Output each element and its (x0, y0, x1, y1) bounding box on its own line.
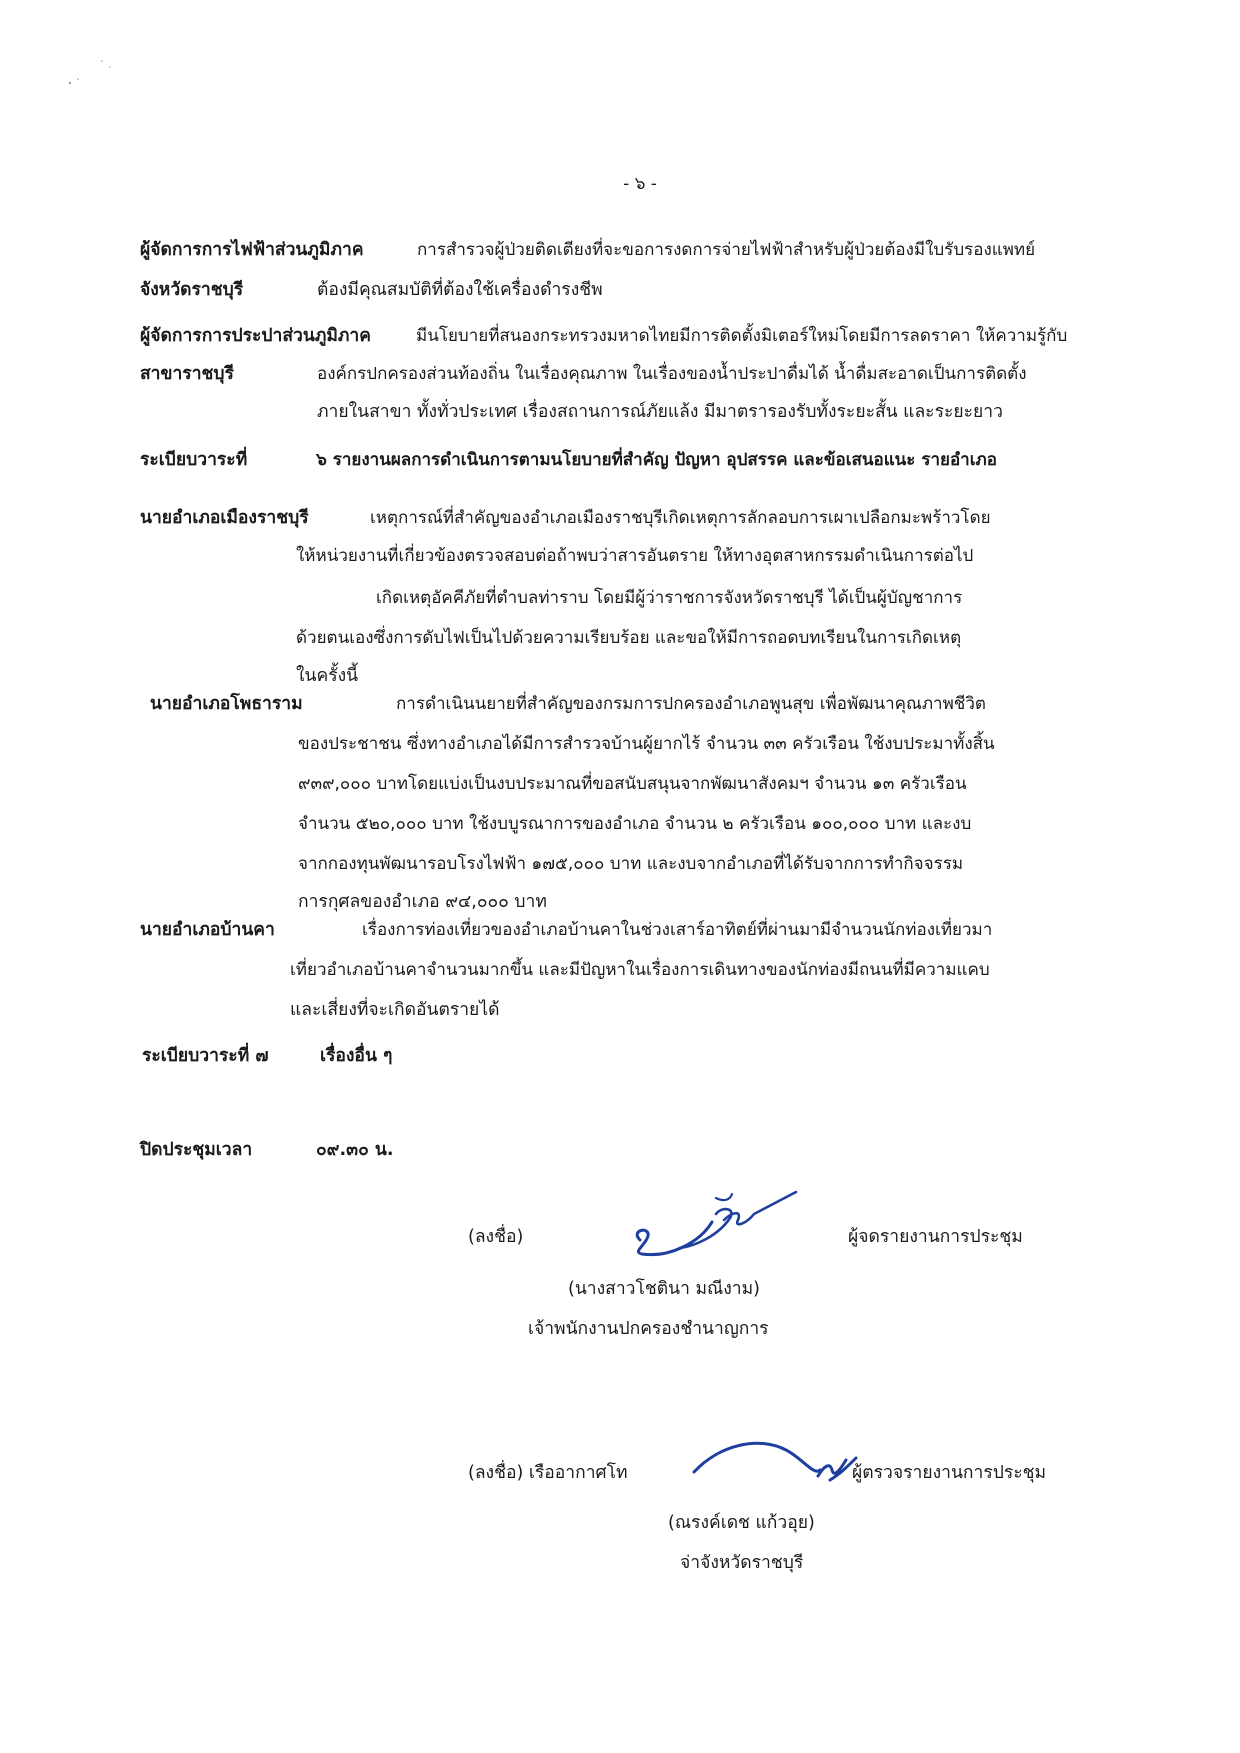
agenda6-text: ๖ รายงานผลการดำเนินการตามนโยบายที่สำคัญ ปัญหา อุปสรรค และข้อเสนอแนะ รายอำเภอ (316, 450, 997, 470)
pea-text-line2: ต้องมีคุณสมบัติที่ต้องใช้เครื่องดำรงชีพ (317, 280, 603, 300)
photharam-title: นายอำเภอโพธาราม (150, 694, 303, 714)
signer1-role: ผู้จดรายงานการประชุม (848, 1227, 1023, 1247)
bankha-title: นายอำเภอบ้านคา (140, 920, 275, 940)
signer2-position: จ่าจังหวัดราชบุรี (680, 1553, 804, 1573)
signer2-signature (690, 1436, 870, 1496)
mueang-line2: ให้หน่วยงานที่เกี่ยวข้องตรวจสอบต่อถ้าพบว่าสารอันตราย ให้ทางอุตสาหกรรมดำเนินการต่อไป (296, 546, 974, 566)
pwa-title-line2: สาขาราชบุรี (140, 364, 234, 384)
bankha-section (140, 912, 1148, 1032)
mueang-line4: ด้วยตนเองซึ่งการดับไฟเป็นไปด้วยความเรียบร้อย และขอให้มีการถอดบทเรียนในการเกิดเหตุ (296, 628, 962, 648)
mueang-line5: ในครั้งนี้ (296, 666, 359, 686)
mueang-title: นายอำเภอเมืองราชบุรี (140, 508, 309, 528)
bankha-line1: เรื่องการท่องเที่ยวของอำเภอบ้านคาในช่วงเสาร์อาทิตย์ที่ผ่านมามีจำนวนนักท่องเที่ยวมา (362, 920, 993, 940)
mueang-section (140, 500, 1148, 700)
agenda7-heading (140, 1038, 1148, 1078)
photharam-line6: การกุศลของอำเภอ ๙๔,๐๐๐ บาท (298, 892, 547, 912)
photharam-line5: จากกองทุนพัฒนารอบโรงไฟฟ้า ๑๗๕,๐๐๐ บาท และงบจากอำเภอที่ได้รับจากการทำกิจจรรม (298, 854, 964, 874)
pwa-section (140, 318, 1148, 428)
scan-specks (60, 55, 120, 95)
photharam-line1: การดำเนินนยายที่สำคัญของกรมการปกครองอำเภอพูนสุข เพื่อพัฒนาคุณภาพชีวิต (396, 694, 986, 714)
page-number: - ๖ - (623, 174, 657, 194)
pwa-text-line2: องค์กรปกครองส่วนท้องถิ่น ในเรื่องคุณภาพ ในเรื่องของน้ำประปาดื่มได้ น้ำดื่มสะอาดเป็นการติดตั้ง (317, 364, 1027, 384)
mueang-line3: เกิดเหตุอัคคีภัยที่ตำบลท่าราบ โดยมีผู้ว่าราชการจังหวัดราชบุรี ได้เป็นผู้บัญชาการ (376, 588, 963, 608)
mueang-line1: เหตุการณ์ที่สำคัญของอำเภอเมืองราชบุรีเกิดเหตุการลักลอบการเผาเปลือกมะพร้าวโดย (370, 508, 991, 528)
photharam-line4: จำนวน ๕๒๐,๐๐๐ บาท ใช้งบบูรณาการของอำเภอ จำนวน ๒ ครัวเรือน ๑๐๐,๐๐๐ บาท และงบ (298, 814, 972, 834)
photharam-line2: ของประชาชน ซึ่งทางอำเภอได้มีการสำรวจบ้านผู้ยากไร้ จำนวน ๓๓ ครัวเรือน ใช้งบประมาทั้งสิ้น (298, 734, 995, 754)
photharam-section (140, 686, 1148, 926)
signer2-role: ผู้ตรวจรายงานการประชุม (852, 1463, 1047, 1483)
agenda6-heading (140, 442, 1148, 482)
pea-text-line1: การสำรวจผู้ป่วยติดเตียงที่จะขอการงดการจ่ายไฟฟ้าสำหรับผู้ป่วยต้องมีใบรับรองแพทย์ (417, 240, 1036, 260)
pwa-text-line1: มีนโยบายที่สนองกระทรวงมหาดไทยมีการติดตั้งมิเตอร์ใหม่โดยมีการลดราคา ให้ความรู้กับ (416, 326, 1068, 346)
closing-label: ปิดประชุมเวลา (140, 1140, 253, 1160)
signer1-name: (นางสาวโชตินา มณีงาม) (568, 1279, 760, 1299)
pea-section (140, 232, 1148, 312)
signer2-sign-prefix: (ลงชื่อ) เรืออากาศโท (468, 1463, 628, 1483)
signer1-signature (620, 1150, 800, 1260)
agenda7-text: เรื่องอื่น ๆ (320, 1046, 393, 1066)
signer1-sign-prefix: (ลงชื่อ) (468, 1227, 524, 1247)
signer2-name: (ณรงค์เดช แก้วอุย) (668, 1513, 815, 1533)
pwa-title-line1: ผู้จัดการการประปาส่วนภูมิภาค (140, 326, 371, 346)
signer1-position: เจ้าพนักงานปกครองชำนาญการ (528, 1319, 769, 1339)
pea-title-line2: จังหวัดราชบุรี (140, 280, 244, 300)
agenda7-label: ระเบียบวาระที่ ๗ (142, 1046, 269, 1066)
agenda6-label: ระเบียบวาระที่ (140, 450, 248, 470)
photharam-line3: ๙๓๙,๐๐๐ บาทโดยแบ่งเป็นงบประมาณที่ขอสนับสนุนจากพัฒนาสังคมฯ จำนวน ๑๓ ครัวเรือน (298, 774, 967, 794)
closing-time: ๐๙.๓๐ น. (316, 1140, 394, 1160)
pea-title-line1: ผู้จัดการการไฟฟ้าส่วนภูมิภาค (140, 240, 364, 260)
bankha-line3: และเสี่ยงที่จะเกิดอันตรายได้ (290, 1000, 500, 1020)
pwa-text-line3: ภายในสาขา ทั้งทั่วประเทศ เรื่องสถานการณ์ภัยแล้ง มีมาตรารองรับทั้งระยะสั้น และระยะยาว (317, 402, 1003, 422)
bankha-line2: เที่ยวอำเภอบ้านคาจำนวนมากขึ้น และมีปัญหาในเรื่องการเดินทางของนักท่องมีถนนที่มีความแคบ (290, 960, 990, 980)
